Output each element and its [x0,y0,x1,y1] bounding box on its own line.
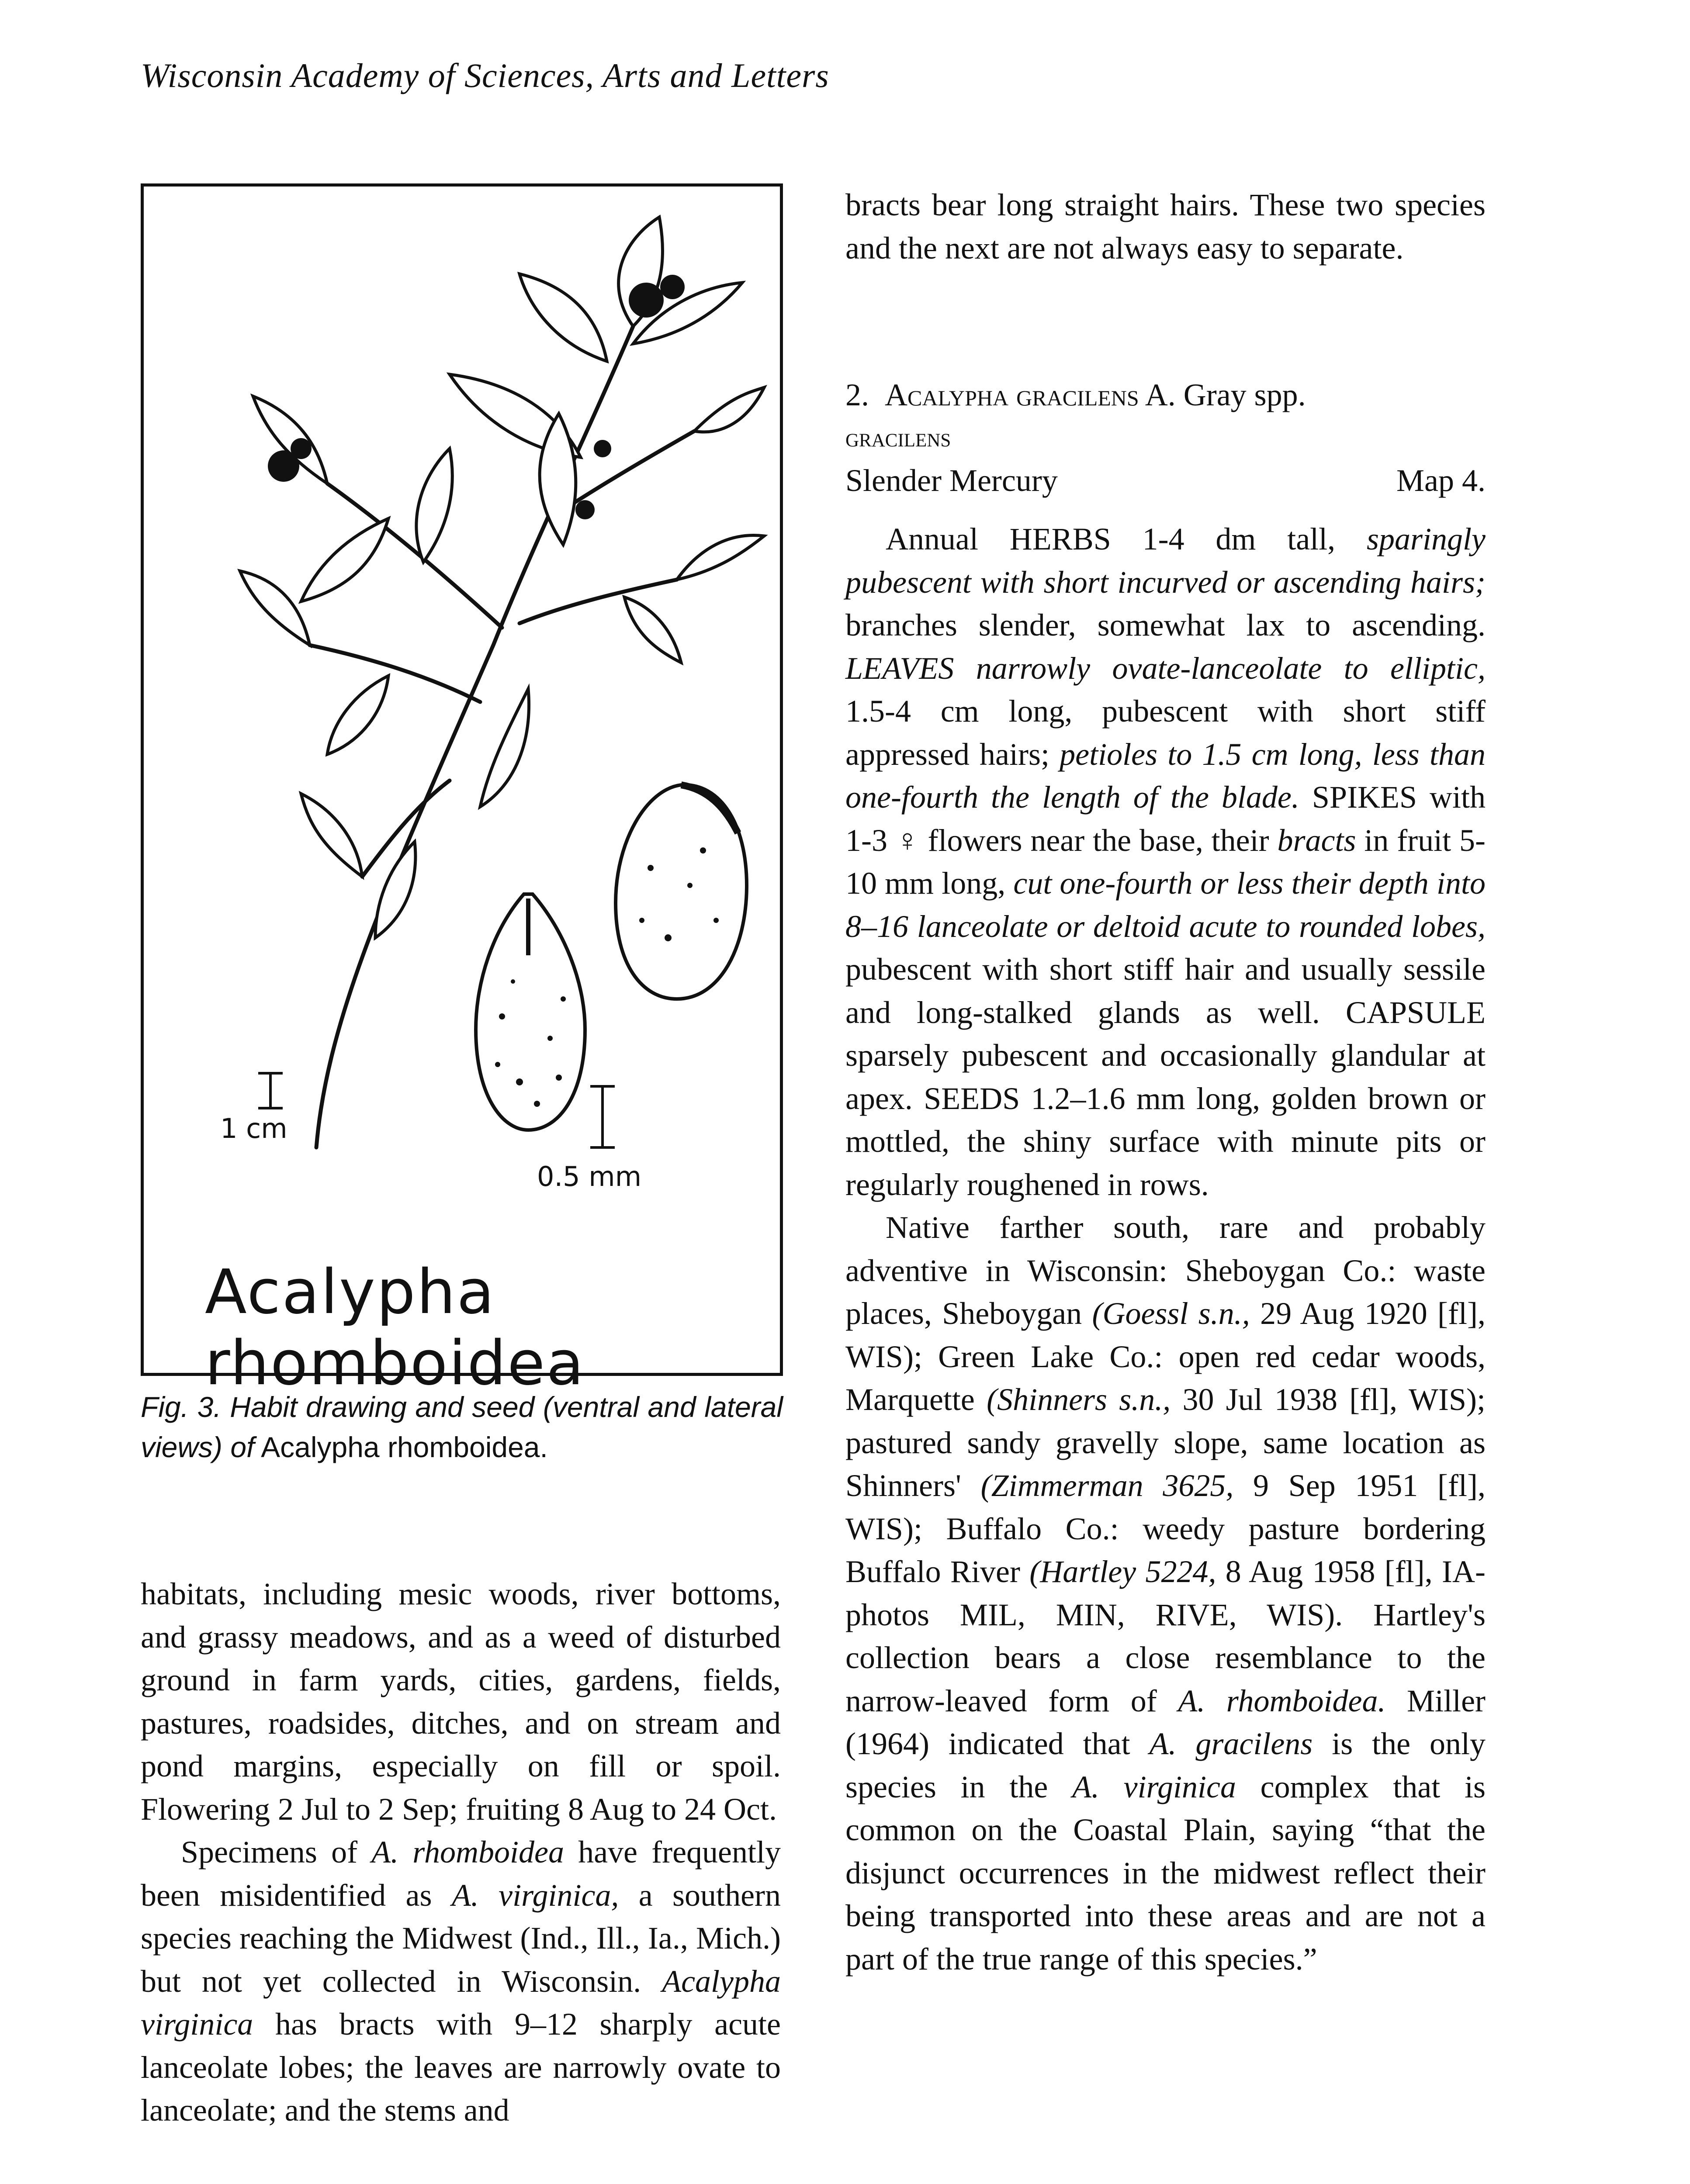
seed-ventral [476,894,585,1130]
habit-drawing [144,187,780,1373]
figure-species-name: Acalypha rhomboidea [205,1257,585,1399]
caption-species: Acalypha rhomboidea. [261,1431,548,1463]
right-paragraph-continued: bracts bear long straight hairs. These two species and the next are not always easy to separate. [845,187,1486,266]
right-column-top [845,183,1486,270]
species-distribution: Native farther south, rare and probably adventive in Wisconsin: Sheboygan Co.: waste places, Sheboygan (Goessl s.n., 29 Aug 1920 [fl], WIS); Green Lake Co.: open red cedar woods, Marquette (Shinners s.n., 30 Jul 1938 [fl], WIS); pastured sandy gravelly slope, same location as Shinners' (Zimmerman 3625, 9 Sep 1951 [fl], WIS); Buffalo Co.: weedy pasture bordering Buffalo River (Hartley 5224, 8 Aug 1958 [fl], IA-photos MIL, MIN, RIVE, WIS). Hartley's collection bears a close resemblance to the narrow-leaved form of A. rhomboidea. Miller (1964) indicated that A. gracilens is the only species in the A. virginica complex that is common on the Coastal Plain, saying “that the disjunct occurrences in the midwest reflect their being transported into these areas and are not a part of the true range of this species.” [845,1210,1486,1977]
left-paragraph-1: habitats, including mesic woods, river bottoms, and grassy meadows, and as a weed of disturbed ground in farm yards, cities, gardens, fields, pastures, roadsides, ditches, and on stream and pond margins, especially on fill or spoil. Flowering 2 Jul to 2 Sep; fruiting 8 Aug to 24 Oct. [141,1576,781,1827]
caption-label: Fig. 3. Habit drawing and seed (ventral and lateral views) of [141,1391,783,1463]
figure-caption [141,1387,783,1467]
map-reference: Map 4. [1396,463,1486,498]
scale-label-05mm: 0.5 mm [537,1161,642,1192]
common-name-row [845,459,1486,502]
species-subspecies: gracilens [845,423,951,453]
figure-box [141,183,783,1399]
species-heading [845,373,1486,502]
seed-lateral [616,785,747,999]
running-head: Wisconsin Academy of Sciences, Arts and Letters [141,56,829,94]
left-column [141,1572,781,2132]
right-column-body [845,518,1486,1980]
species-description: Annual HERBS 1-4 dm tall, sparingly pubescent with short incurved or ascending hairs; branches slender, somewhat lax to ascending. LEAVES narrowly ovate-lanceolate to elliptic, 1.5-4 cm long, pubescent with short stiff appressed hairs; petioles to 1.5 cm long, less than one-fourth the length of the blade. SPIKES with 1-3 ♀ flowers near the base, their bracts in fruit 5-10 mm long, cut one-fourth or less their depth into 8–16 lanceolate or deltoid acute to rounded lobes, pubescent with short stiff hair and usually sessile and long-stalked glands as well. CAPSULE sparsely pubescent and occasionally glandular at apex. SEEDS 1.2–1.6 mm long, golden brown or mottled, the shiny surface with minute pits or regularly roughened in rows. [845,522,1486,1202]
species-heading-line: 2. Acalypha gracilens A. Gray spp. [845,377,1306,412]
left-paragraph-2: Specimens of A. rhomboidea have frequently been misidentified as A. virginica, a southern species reaching the Midwest (Ind., Ill., Ia., Mich.) but not yet collected in Wisconsin. Acalypha virginica has bracts with 9–12 sharply acute lanceolate lobes; the leaves are narrowly ovate to lanceolate; and the stems and [141,1835,781,2128]
scale-label-1cm: 1 cm [220,1113,287,1144]
common-name: Slender Mercury [845,463,1058,498]
